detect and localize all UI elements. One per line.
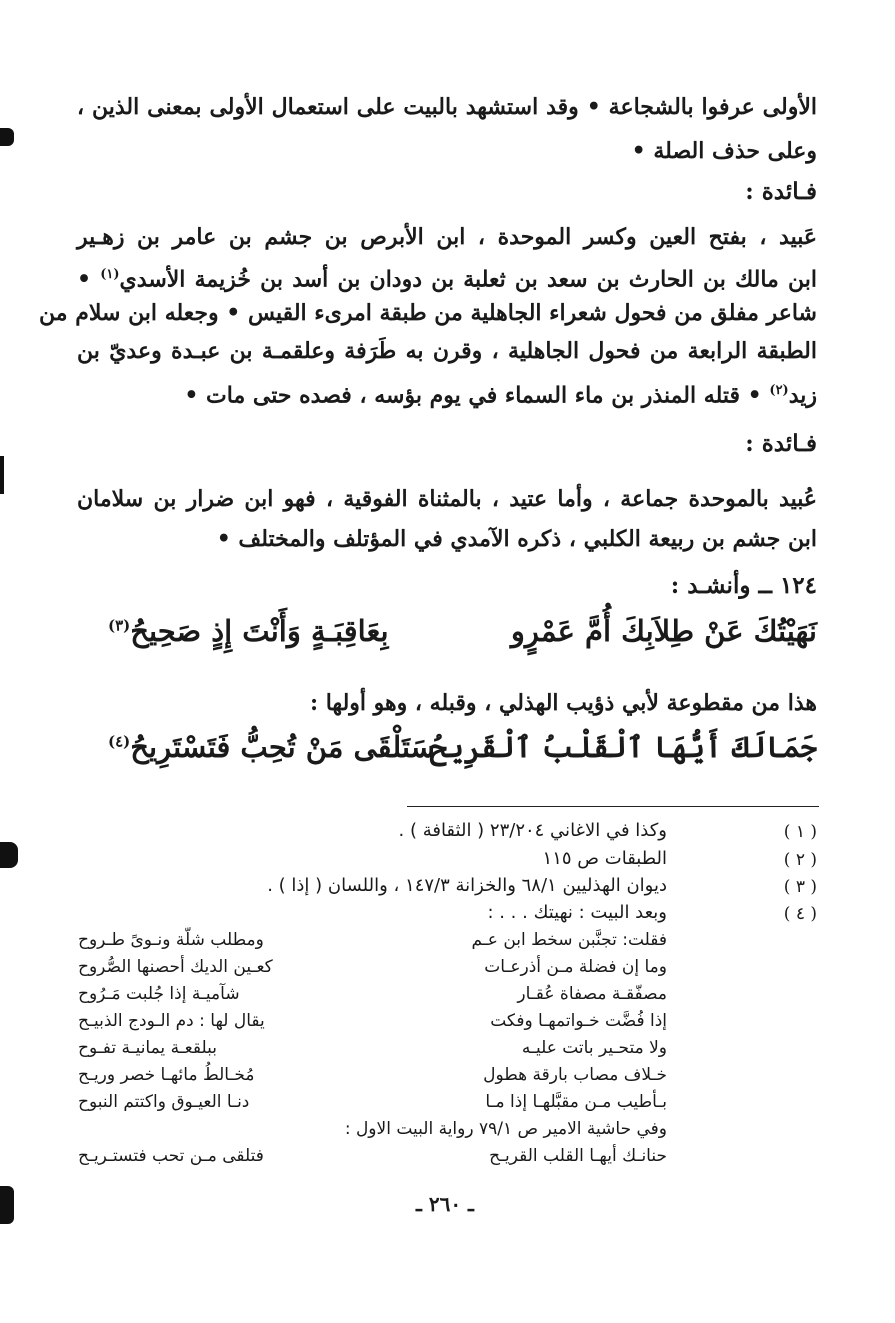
- footnote-2-text: الطبقات ص ١١٥: [542, 848, 667, 869]
- body-line-8-end: • قتله المنذر بن ماء السماء في يوم بؤسه ، فصده حتى مات •: [184, 382, 762, 409]
- poem-line-2-left: كعـين الديك أحصنها الصُّروح: [78, 957, 273, 977]
- verse-heading-124: ١٢٤ ــ وأنشـد :: [670, 572, 817, 599]
- body-line-12: ابن جشم بن ربيعة الكلبي ، ذكره الآمدي في المؤتلف والمختلف •: [216, 526, 817, 552]
- footnote-note: وفي حاشية الامير ص ٧٩/١ رواية البيت الاول :: [344, 1119, 667, 1139]
- footnote-ref-1: (١): [100, 267, 120, 282]
- last-poem-right: حنانـك أيهـا القلب القريـح: [489, 1146, 667, 1166]
- poem-line-3-left: شآميـة إذا جُلبت مَـرُوح: [78, 984, 240, 1004]
- footnote-2-number: ( ٢ ): [783, 850, 817, 870]
- body-line-11: عُبيد بالموحدة جماعة ، وأما عتيد ، بالمثناة الفوقية ، فهو ابن ضرار بن سلامان: [77, 486, 817, 512]
- verse-2-right-hemistich: جَمَالَكَ أَيُّهَا ٱلْقَلْبُ ٱلْقَرِيحُ: [429, 730, 817, 764]
- poem-line-7-left: دنـا العيـوق واكتتم النبوح: [78, 1092, 250, 1112]
- footnote-4-number: ( ٤ ): [783, 904, 817, 924]
- verse-1-left-hemistich: [108, 614, 389, 648]
- body-line-5: [77, 260, 817, 294]
- verse-1-left-text: بِعَاقِبَـةٍ وَأَنْتَ إِذٍ صَحِيحُ: [130, 614, 389, 648]
- poem-line-4-right: إذا فُضَّت خـواتمهـا وفكت: [490, 1011, 667, 1031]
- body-line-2: وعلى حذف الصلة •: [631, 138, 817, 164]
- verse-1-right-hemistich: نَهَيْتُكَ عَنْ طِلاَبِكَ أُمَّ عَمْرٍو: [510, 614, 817, 648]
- body-line-5-text: ابن مالك بن الحارث بن سعد بن ثعلبة بن دودان بن أسد بن خُزيمة الأسدي: [119, 266, 817, 293]
- body-line-4: عَبيد ، بفتح العين وكسر الموحدة ، ابن الأبرص بن جشم بن عامر بن زهـير: [77, 224, 817, 250]
- footnote-1-number: ( ١ ): [783, 822, 817, 842]
- scan-edge-mark: [0, 842, 18, 868]
- section-heading-faida-2: فـائدة :: [745, 430, 817, 457]
- sentence-dot: •: [77, 266, 92, 293]
- footnote-ref-3: (٣): [108, 616, 131, 635]
- footnote-1-text: وكذا في الاغاني ٢٣/٢٠٤ ( الثقافة ) .: [398, 820, 667, 841]
- poem-line-2-right: وما إن فضلة مـن أذرعـات: [484, 957, 667, 977]
- body-line-8-start: زيد: [788, 382, 817, 409]
- scan-edge-mark: [0, 128, 14, 146]
- footnote-3-number: ( ٣ ): [783, 877, 817, 897]
- poem-line-6-right: خـلاف مصاب بارقة هطول: [483, 1065, 667, 1085]
- poem-line-5-right: ولا متحـير باتت عليـه: [521, 1038, 667, 1058]
- last-poem-left: فتلقى مـن تحب فتستـريـح: [78, 1146, 264, 1166]
- footnote-4-text: وبعد البيت : نهيتك . . . :: [487, 902, 667, 923]
- poem-line-3-right: مصفّقـة مصفاة عُقـار: [517, 984, 667, 1004]
- poem-line-6-left: مُخـالطُ مائهـا خصر وريـح: [78, 1065, 255, 1085]
- verse-2-left-hemistich: [108, 730, 435, 764]
- poem-line-1-right: فقلت: تجنَّبن سخط ابن عـم: [471, 930, 667, 950]
- scan-edge-mark: [0, 456, 4, 494]
- poem-line-7-right: بـأطيب مـن مقبَّلهـا إذا مـا: [485, 1092, 667, 1112]
- footnote-ref-4: (٤): [108, 732, 131, 751]
- poem-line-1-left: ومطلب شلّة ونـوىً طـروح: [78, 930, 264, 950]
- scan-edge-mark: [0, 1186, 14, 1224]
- body-line-1: الأولى عرفوا بالشجاعة • وقد استشهد بالبيت على استعمال الأولى بمعنى الذين ،: [77, 94, 817, 120]
- body-line-14: هذا من مقطوعة لأبي ذؤيب الهذلي ، وقبله ، وهو أولها :: [309, 690, 817, 716]
- poem-line-5-left: ببلقعـة يمانيـة تفـوح: [78, 1038, 217, 1058]
- verse-2-left-text: سَتَلْقَى مَنْ تُحِبُّ فَتَسْتَرِيحُ: [130, 730, 435, 764]
- footnote-ref-2: (٢): [769, 383, 789, 398]
- body-line-6: شاعر مفلق من فحول شعراء الجاهلية من طبقة امرىء القيس • وجعله ابن سلام من: [39, 300, 817, 326]
- page-number: ـ ٢٦٠ ـ: [416, 1192, 474, 1216]
- section-heading-faida-1: فـائدة :: [745, 178, 817, 205]
- footnote-3-text: ديوان الهذليين ٦٨/١ والخزانة ١٤٧/٣ ، واللسان ( إذا ) .: [267, 875, 667, 896]
- body-line-7: الطبقة الرابعة من فحول الجاهلية ، وقرن به طَرَفة وعلقمـة بن عبـدة وعديّ بن: [77, 338, 817, 364]
- poem-line-4-left: يقال لها : دم الـودج الذبيـح: [78, 1011, 265, 1031]
- body-line-8: [77, 376, 817, 410]
- footnote-separator: [407, 806, 819, 807]
